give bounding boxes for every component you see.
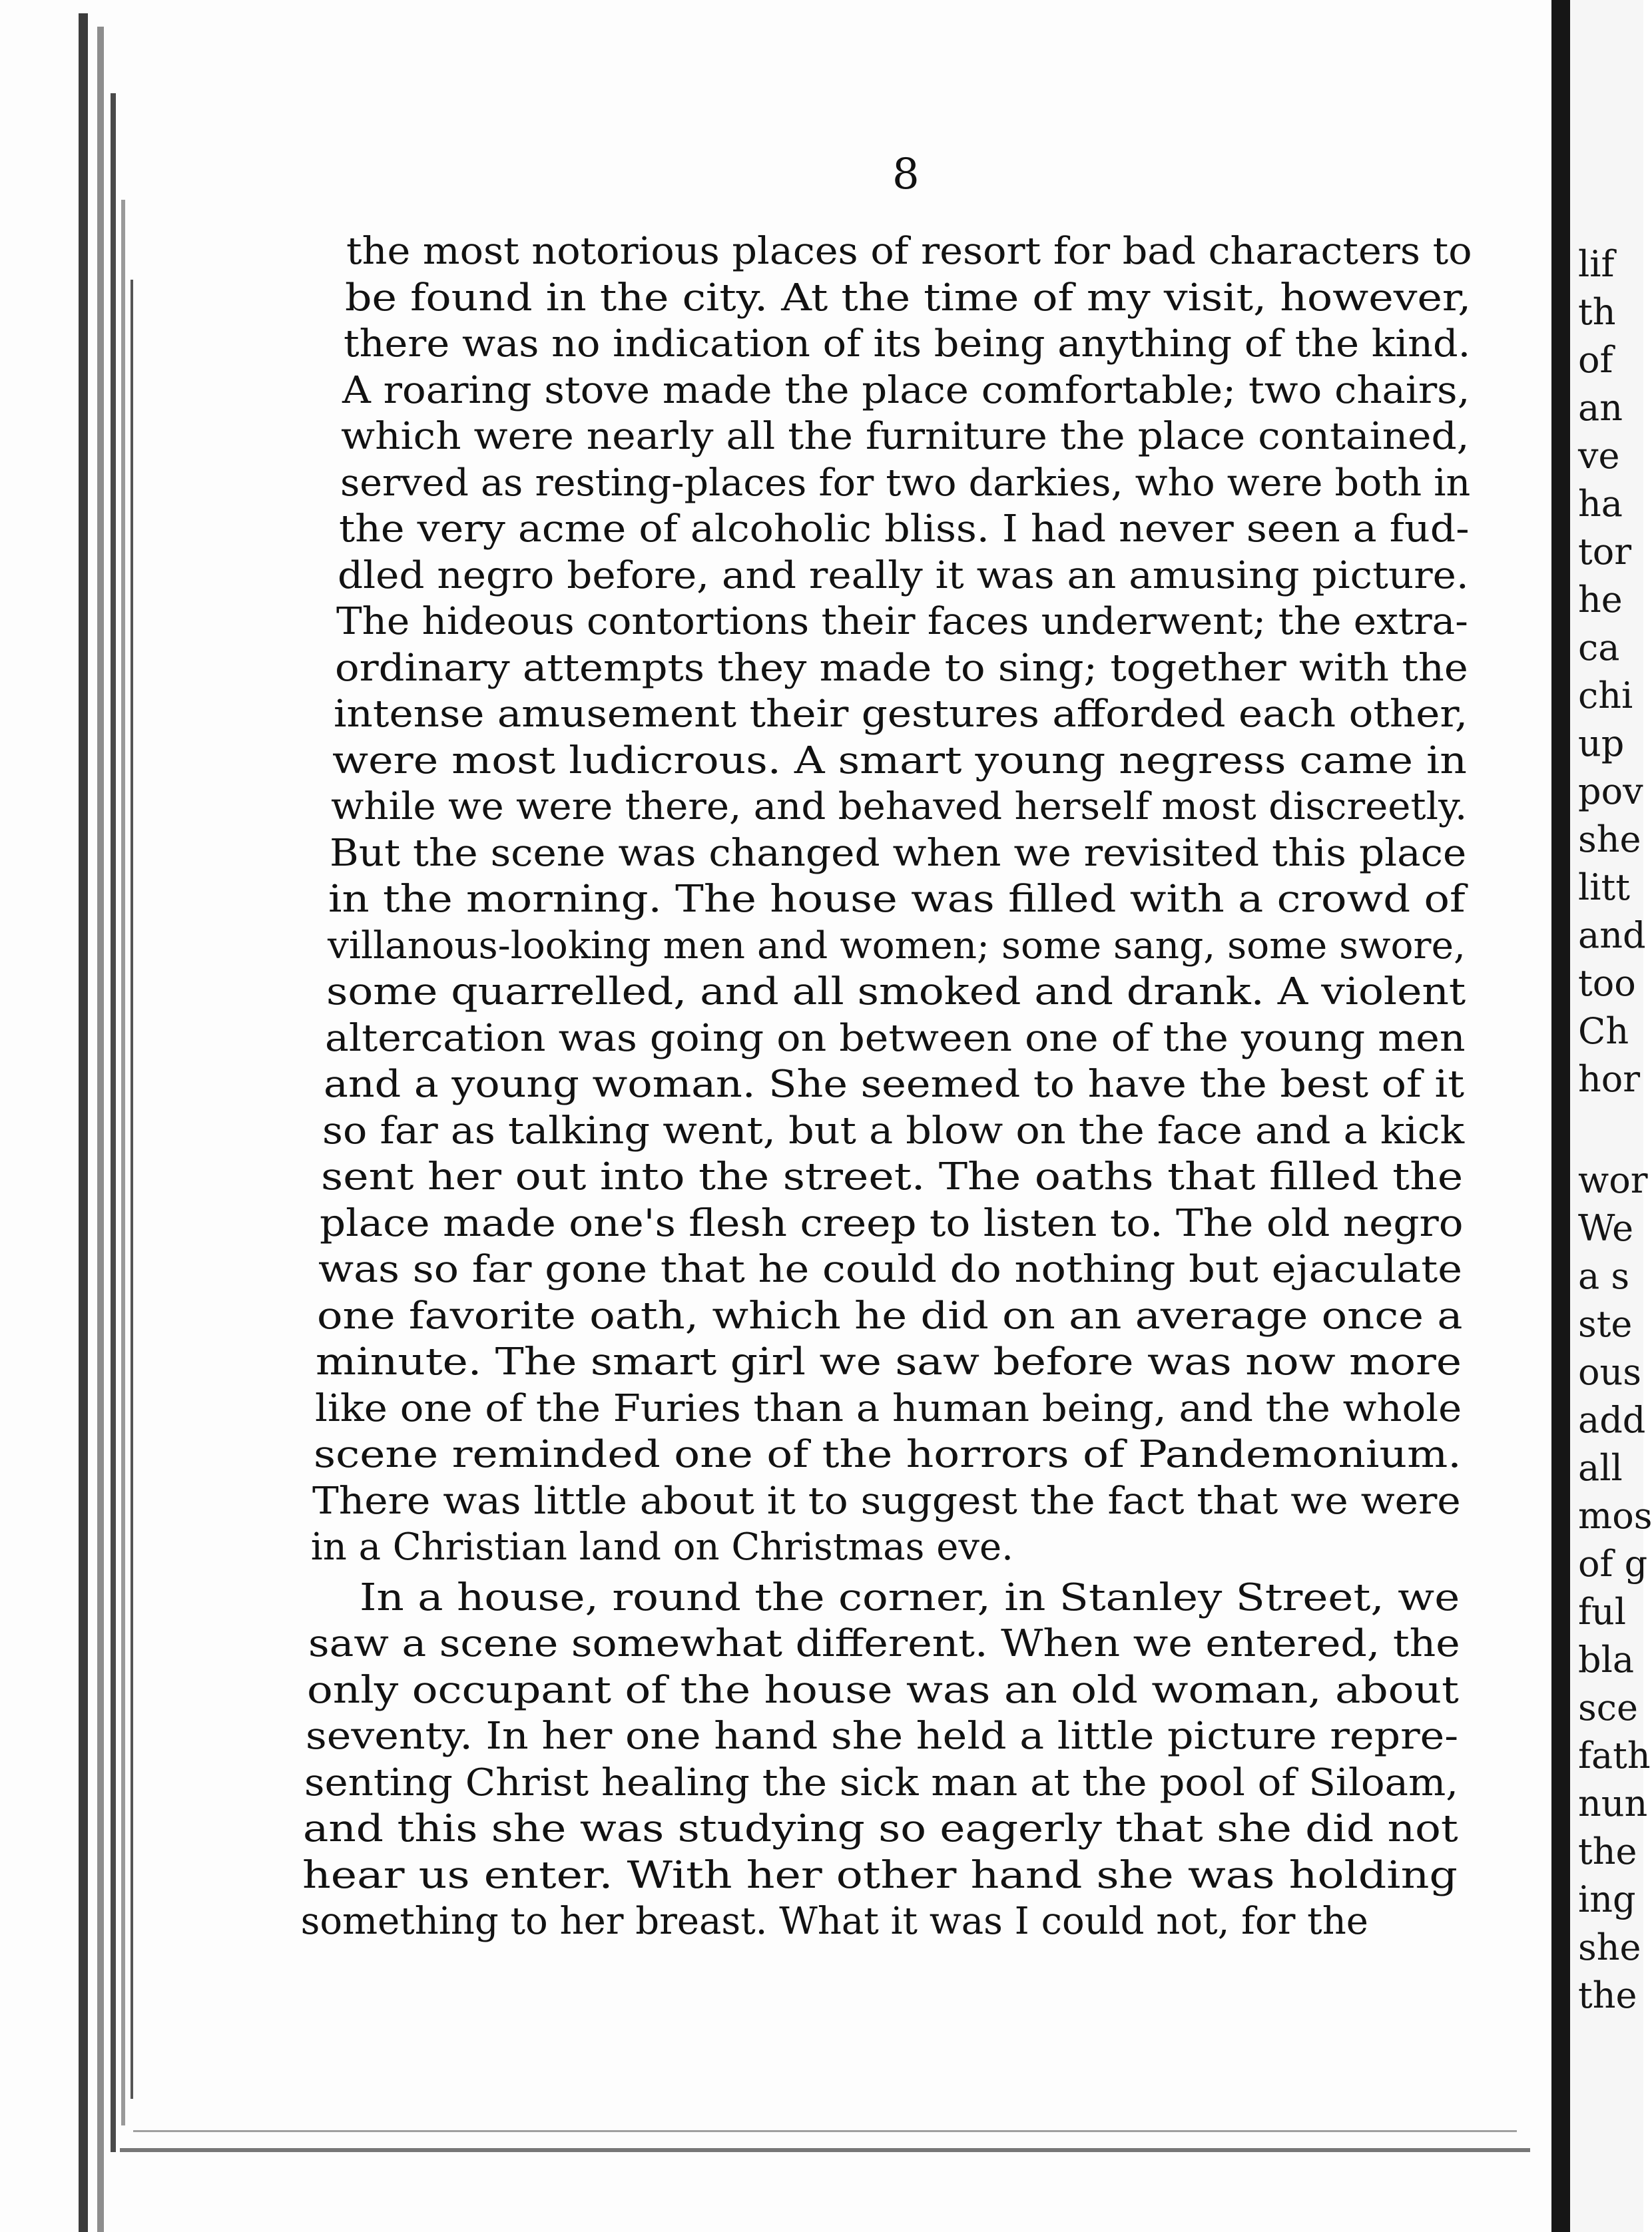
facing-page-line: all xyxy=(1578,1447,1623,1489)
facing-page-line: tor xyxy=(1578,531,1632,573)
facing-page-line: too xyxy=(1578,962,1636,1004)
text-line: seventy. In her one hand she held a little picture repre- xyxy=(306,1715,1459,1758)
facing-page-line: hor xyxy=(1578,1058,1641,1100)
facing-page-line: lif xyxy=(1578,243,1615,285)
text-line: in the morning. The house was filled with a crowd of xyxy=(328,878,1466,921)
text-line: hear us enter. With her other hand she was holding xyxy=(302,1853,1458,1897)
facing-page-line: nun xyxy=(1578,1783,1648,1824)
facing-page-line: the xyxy=(1578,1974,1637,2016)
text-line: saw a scene somewhat different. When we entered, the xyxy=(308,1622,1460,1665)
page-edge xyxy=(97,27,104,2232)
text-line: some quarrelled, and all smoked and drank. A violent xyxy=(326,970,1466,1013)
facing-page-line: ste xyxy=(1578,1303,1633,1345)
facing-page-line: a s xyxy=(1578,1255,1630,1297)
text-line: villanous-looking men and women; some sang, some swore, xyxy=(327,924,1466,968)
text-line: and a young woman. She seemed to have the best of it xyxy=(323,1063,1464,1106)
text-line: There was little about it to suggest the fact that we were xyxy=(312,1479,1461,1523)
text-line: and this she was studying so eagerly that she did not xyxy=(303,1807,1459,1850)
text-line: ordinary attempts they made to sing; together with the xyxy=(334,646,1468,690)
text-line: the most notorious places of resort for bad characters to xyxy=(346,230,1472,273)
facing-page-line: Ch xyxy=(1578,1010,1629,1052)
text-line: intense amusement their gestures afforded each other, xyxy=(334,693,1468,736)
facing-page-line: ca xyxy=(1578,627,1620,669)
text-line: in a Christian land on Christmas eve. xyxy=(310,1526,1013,1569)
facing-page-line: add xyxy=(1578,1399,1646,1441)
page-edge xyxy=(121,200,125,2125)
facing-page-line: pov xyxy=(1578,770,1643,812)
page-bottom-edge xyxy=(120,2148,1530,2152)
facing-page-line: an xyxy=(1578,387,1623,429)
facing-page-line: up xyxy=(1578,722,1625,764)
text-line: was so far gone that he could do nothing but ejaculate xyxy=(318,1248,1463,1291)
facing-page-line: of xyxy=(1578,339,1613,381)
facing-page-line: chi xyxy=(1578,675,1633,716)
text-line: while we were there, and behaved herself most discreetly. xyxy=(331,785,1468,828)
text-line: sent her out into the street. The oaths that filled the xyxy=(321,1155,1464,1199)
facing-page-line: sce xyxy=(1578,1687,1638,1729)
page-edge xyxy=(79,13,88,2232)
text-line: scene reminded one of the horrors of Pandemonium. xyxy=(313,1433,1462,1476)
text-line: But the scene was changed when we revisited this place xyxy=(330,831,1467,875)
facing-page-line: ing xyxy=(1578,1878,1636,1920)
text-line: place made one's flesh creep to listen to. The old negro xyxy=(320,1201,1464,1245)
facing-page-line: th xyxy=(1578,291,1616,333)
text-line: minute. The smart girl we saw before was now more xyxy=(316,1340,1462,1384)
facing-page-line: she xyxy=(1578,1926,1641,1968)
text-line: A roaring stove made the place comfortable; two chairs, xyxy=(342,368,1470,412)
text-line: the very acme of alcoholic bliss. I had never seen a fud- xyxy=(338,507,1470,551)
facing-page xyxy=(1570,0,1652,2232)
page-number: 8 xyxy=(892,150,920,199)
facing-page-line: We xyxy=(1578,1207,1634,1249)
facing-page-line: he xyxy=(1578,579,1623,621)
facing-page-line: wor xyxy=(1578,1159,1648,1201)
page-edge xyxy=(131,280,133,2099)
text-line: so far as talking went, but a blow on the face and a kick xyxy=(322,1109,1465,1153)
text-line: there was no indication of its being anything of the kind. xyxy=(344,322,1471,366)
text-line: one favorite oath, which he did on an average once a xyxy=(317,1294,1463,1338)
text-line: only occupant of the house was an old woman, about xyxy=(307,1668,1459,1712)
facing-page-line: and xyxy=(1578,914,1646,956)
book-gutter xyxy=(1551,0,1570,2232)
text-line: be found in the city. At the time of my visit, however, xyxy=(345,276,1472,320)
text-line: something to her breast. What it was I could not, for the xyxy=(300,1900,1368,1943)
facing-page-line: litt xyxy=(1578,866,1630,908)
facing-page-line: mos xyxy=(1578,1495,1652,1537)
text-line: In a house, round the corner, in Stanley Street, we xyxy=(359,1575,1460,1619)
facing-page-line: ous xyxy=(1578,1351,1642,1393)
text-line: senting Christ healing the sick man at the pool of Siloam, xyxy=(304,1761,1459,1805)
facing-page-line: ve xyxy=(1578,435,1620,477)
text-line: served as resting-places for two darkies, who were both in xyxy=(340,461,1470,505)
text-line: which were nearly all the furniture the place contained, xyxy=(341,415,1470,458)
text-line: dled negro before, and really it was an amusing picture. xyxy=(337,553,1469,597)
text-line: The hideous contortions their faces underwent; the extra- xyxy=(336,600,1468,643)
text-line: like one of the Furies than a human being, and the whole xyxy=(314,1386,1462,1430)
page-bottom-edge xyxy=(133,2130,1517,2132)
facing-page-line: ful xyxy=(1578,1591,1627,1633)
facing-page-line: ha xyxy=(1578,483,1623,525)
facing-page-line: she xyxy=(1578,818,1641,860)
text-line: altercation was going on between one of the young men xyxy=(324,1016,1466,1060)
text-line: were most ludicrous. A smart young negress came in xyxy=(332,738,1468,782)
facing-page-line: the xyxy=(1578,1830,1637,1872)
page-edge xyxy=(111,93,116,2152)
facing-page-line: of g xyxy=(1578,1543,1648,1585)
facing-page-line: bla xyxy=(1578,1639,1635,1681)
facing-page-line: fath xyxy=(1578,1735,1651,1777)
